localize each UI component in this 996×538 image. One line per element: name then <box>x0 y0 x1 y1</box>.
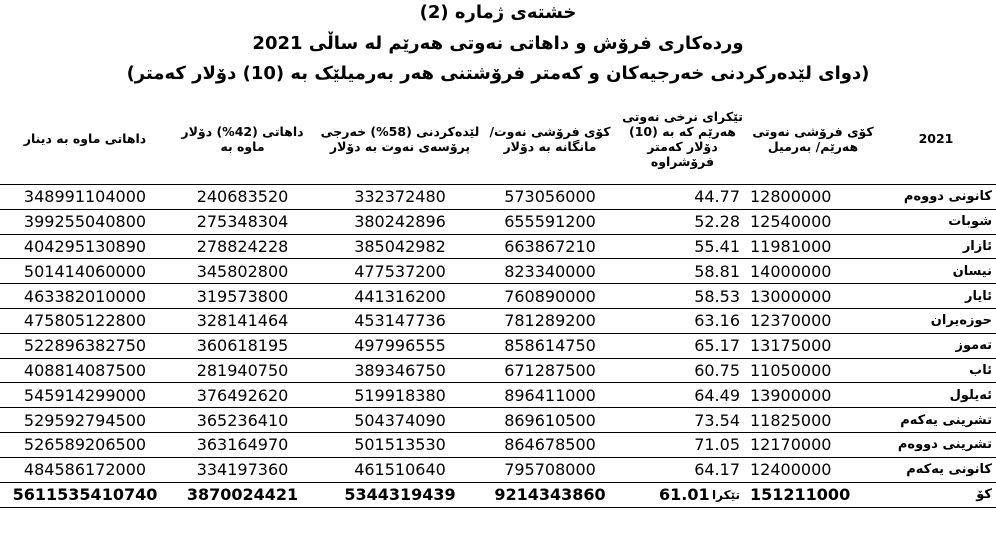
revenue-usd-cell: 365236410 <box>170 408 315 433</box>
sales-cell: 760890000 <box>485 284 615 309</box>
costs-cell: 519918380 <box>315 383 485 408</box>
barrels-cell: 11981000 <box>750 234 876 259</box>
price-cell: 71.05 <box>615 432 750 457</box>
costs-cell: 385042982 <box>315 234 485 259</box>
table-row <box>0 259 996 284</box>
barrels-cell: 12170000 <box>750 432 876 457</box>
average-label: تێکرا <box>712 487 740 502</box>
revenue-usd-cell: 363164970 <box>170 432 315 457</box>
month-cell: ئازار <box>876 234 996 259</box>
price-cell: 63.16 <box>615 308 750 333</box>
header-costs-deduction: لێدەکردنی (58%) خەرجی پرۆسەی نەوت بە دۆلار <box>315 93 485 185</box>
price-cell: 58.81 <box>615 259 750 284</box>
header-year: 2021 <box>876 93 996 185</box>
total-costs: 5344319439 <box>315 482 485 507</box>
revenue-iqd-cell: 399255040800 <box>0 209 170 234</box>
price-cell: 58.53 <box>615 284 750 309</box>
table-row <box>0 333 996 358</box>
costs-cell: 504374090 <box>315 408 485 433</box>
table-row <box>0 209 996 234</box>
revenue-iqd-cell: 475805122800 <box>0 308 170 333</box>
revenue-iqd-cell: 522896382750 <box>0 333 170 358</box>
revenue-iqd-cell: 404295130890 <box>0 234 170 259</box>
month-cell: ئەیلول <box>876 383 996 408</box>
revenue-iqd-cell: 529592794500 <box>0 408 170 433</box>
total-row <box>0 482 996 507</box>
sales-cell: 795708000 <box>485 457 615 482</box>
sales-cell: 869610500 <box>485 408 615 433</box>
month-cell: تەموز <box>876 333 996 358</box>
costs-cell: 461510640 <box>315 457 485 482</box>
revenue-usd-cell: 319573800 <box>170 284 315 309</box>
costs-cell: 453147736 <box>315 308 485 333</box>
costs-cell: 501513530 <box>315 432 485 457</box>
month-cell: کانونی دووەم <box>876 185 996 210</box>
total-revenue-iqd: 5611535410740 <box>0 482 170 507</box>
barrels-cell: 12800000 <box>750 185 876 210</box>
revenue-iqd-cell: 526589206500 <box>0 432 170 457</box>
header-revenue-usd: داهاتی (42%) دۆلار ماوە بە <box>170 93 315 185</box>
barrels-cell: 11050000 <box>750 358 876 383</box>
revenue-usd-cell: 278824228 <box>170 234 315 259</box>
table-subtitle: (دوای لێدەرکردنی خەرجیەکان و کەمتر فرۆشتنی هەر بەرمیلێک بە (10) دۆلار کەمتر) <box>126 63 870 84</box>
revenue-usd-cell: 275348304 <box>170 209 315 234</box>
revenue-iqd-cell: 348991104000 <box>0 185 170 210</box>
price-cell: 44.77 <box>615 185 750 210</box>
sales-cell: 573056000 <box>485 185 615 210</box>
costs-cell: 497996555 <box>315 333 485 358</box>
revenue-usd-cell: 281940750 <box>170 358 315 383</box>
table-row <box>0 308 996 333</box>
barrels-cell: 14000000 <box>750 259 876 284</box>
month-cell: شوبات <box>876 209 996 234</box>
table-row <box>0 408 996 433</box>
sales-cell: 864678500 <box>485 432 615 457</box>
sales-cell: 655591200 <box>485 209 615 234</box>
header-total-barrels: کۆی فرۆشی نەوتی هەرێم/ بەرمیل <box>750 93 876 185</box>
table-row <box>0 457 996 482</box>
month-cell: تشرینی یەکەم <box>876 408 996 433</box>
header-revenue-iqd: داهاتی ماوە بە دینار <box>0 93 170 185</box>
revenue-usd-cell: 334197360 <box>170 457 315 482</box>
barrels-cell: 12400000 <box>750 457 876 482</box>
table-row <box>0 358 996 383</box>
total-sales: 9214343860 <box>485 482 615 507</box>
barrels-cell: 13000000 <box>750 284 876 309</box>
costs-cell: 380242896 <box>315 209 485 234</box>
barrels-cell: 11825000 <box>750 408 876 433</box>
sales-cell: 671287500 <box>485 358 615 383</box>
barrels-cell: 12370000 <box>750 308 876 333</box>
costs-cell: 441316200 <box>315 284 485 309</box>
table-row <box>0 383 996 408</box>
price-cell: 55.41 <box>615 234 750 259</box>
sales-cell: 663867210 <box>485 234 615 259</box>
price-cell: 64.49 <box>615 383 750 408</box>
average-price-cell <box>615 482 750 507</box>
revenue-iqd-cell: 545914299000 <box>0 383 170 408</box>
table-main-title: وردەکاری فرۆش و داهاتی نەوتی هەرێم لە ساڵی 2021 <box>252 33 744 54</box>
barrels-cell: 13175000 <box>750 333 876 358</box>
revenue-iqd-cell: 463382010000 <box>0 284 170 309</box>
revenue-usd-cell: 376492620 <box>170 383 315 408</box>
costs-cell: 332372480 <box>315 185 485 210</box>
month-cell: کانونی یەکەم <box>876 457 996 482</box>
table-row <box>0 185 996 210</box>
header-monthly-sales: کۆی فرۆشی نەوت/ مانگانە بە دۆلار <box>485 93 615 185</box>
price-cell: 65.17 <box>615 333 750 358</box>
price-cell: 60.75 <box>615 358 750 383</box>
sales-cell: 858614750 <box>485 333 615 358</box>
sales-cell: 781289200 <box>485 308 615 333</box>
barrels-cell: 12540000 <box>750 209 876 234</box>
table-row <box>0 234 996 259</box>
month-cell: نیسان <box>876 259 996 284</box>
costs-cell: 389346750 <box>315 358 485 383</box>
price-cell: 73.54 <box>615 408 750 433</box>
table-row <box>0 432 996 457</box>
total-label: کۆ <box>876 482 996 507</box>
month-cell: تشرینی دووەم <box>876 432 996 457</box>
month-cell: ئاب <box>876 358 996 383</box>
costs-cell: 477537200 <box>315 259 485 284</box>
revenue-iqd-cell: 408814087500 <box>0 358 170 383</box>
revenue-usd-cell: 345802800 <box>170 259 315 284</box>
barrels-cell: 13900000 <box>750 383 876 408</box>
revenue-iqd-cell: 484586172000 <box>0 457 170 482</box>
header-avg-price: تێکرای نرخی نەوتی هەرێم کە بە (10) دۆلار کەمتر فرۆشراوە <box>615 93 750 185</box>
month-cell: حوزەیران <box>876 308 996 333</box>
revenue-usd-cell: 240683520 <box>170 185 315 210</box>
header-row <box>0 93 996 185</box>
revenue-usd-cell: 328141464 <box>170 308 315 333</box>
table-row <box>0 284 996 309</box>
title-block <box>0 0 996 93</box>
sales-cell: 896411000 <box>485 383 615 408</box>
price-cell: 52.28 <box>615 209 750 234</box>
total-barrels: 151211000 <box>750 482 876 507</box>
month-cell: ئایار <box>876 284 996 309</box>
price-cell: 64.17 <box>615 457 750 482</box>
revenue-usd-cell: 360618195 <box>170 333 315 358</box>
oil-sales-table <box>0 93 996 508</box>
average-price-value: 61.01 <box>659 485 710 505</box>
table-number-title: خشتەی ژمارە (2) <box>419 2 577 23</box>
sales-cell: 823340000 <box>485 259 615 284</box>
total-revenue-usd: 3870024421 <box>170 482 315 507</box>
revenue-iqd-cell: 501414060000 <box>0 259 170 284</box>
